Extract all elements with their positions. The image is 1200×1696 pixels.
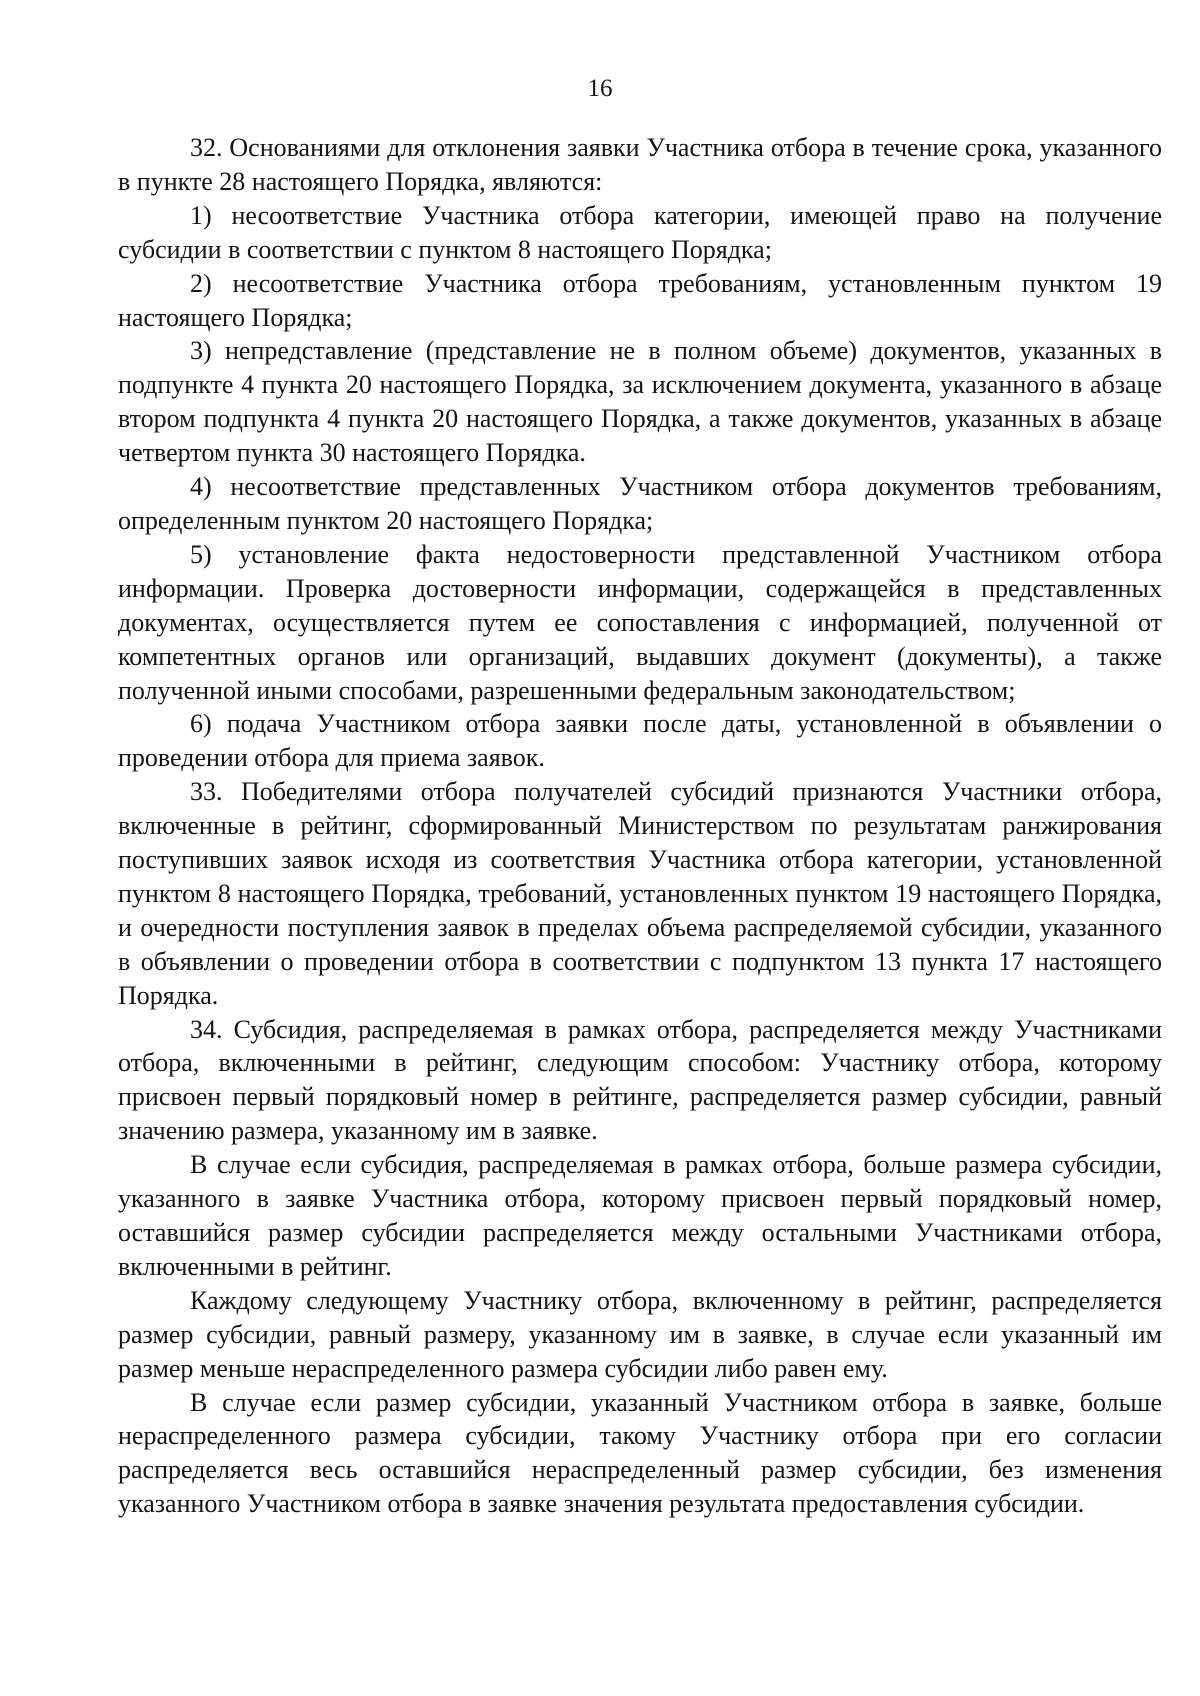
paragraph-32-item-5: 5) установление факта недостоверности представленной Участником отбора информации. Проверка достоверности информации, содержащейся в представленных документах, осуществляется путем ее сопоставления с информацией, полученной от компетентных органов или организаций, выдавших документ (документы), а также полученной иными способами, разрешенными федеральным законодательством; — [118, 539, 1162, 705]
paragraph-32-item-1: 1) несоответствие Участника отбора категории, имеющей право на получение субсидии в соответствии с пунктом 8 настоящего Порядка; — [118, 200, 1162, 264]
paragraph-34-clause-3: Каждому следующему Участнику отбора, включенному в рейтинг, распределяется размер субсидии, равный размеру, указанному им в заявке, в случае если указанный им размер меньше нераспределенного размера субсидии либо равен ему. — [118, 1285, 1162, 1383]
page-number: 16 — [587, 75, 613, 102]
paragraph-32: 32. Основаниями для отклонения заявки Участника отбора в течение срока, указанного в пункте 28 настоящего Порядка, являются: — [118, 133, 1162, 196]
paragraph-32-item-2: 2) несоответствие Участника отбора требованиям, установленным пунктом 19 настоящего Порядка; — [118, 268, 1162, 332]
paragraph-32-item-6: 6) подача Участником отбора заявки после даты, установленной в объявлении о проведении отбора для приема заявок. — [118, 709, 1162, 773]
document-body — [118, 131, 1162, 1521]
paragraph-32-item-3: 3) непредставление (представление не в полном объеме) документов, указанных в подпункте 4 пункта 20 настоящего Порядка, за исключением документа, указанного в абзаце втором подпункта 4 пункта 20 настоящего Порядка, а также документов, указанных в абзаце четвертом пункта 30 настоящего Порядка. — [118, 336, 1162, 468]
paragraph-34: 34. Субсидия, распределяемая в рамках отбора, распределяется между Участниками отбора, включенными в рейтинг, следующим способом: Участнику отбора, которому присвоен первый порядковый номер в рейтинге, распределяется размер субсидии, равный значению размера, указанному им в заявке. — [118, 1014, 1162, 1146]
paragraph-34-clause-2: В случае если субсидия, распределяемая в рамках отбора, больше размера субсидии, указанного в заявке Участника отбора, которому присвоен первый порядковый номер, оставшийся размер субсидии распределяется между остальными Участниками отбора, включенными в рейтинг. — [118, 1150, 1162, 1281]
paragraph-34-clause-4: В случае если размер субсидии, указанный Участником отбора в заявке, больше нераспределенного размера субсидии, такому Участнику отбора при его согласии распределяется весь оставшийся нераспределенный размер субсидии, без изменения указанного Участником отбора в заявке значения результата предоставления субсидии. — [118, 1387, 1162, 1519]
paragraph-33: 33. Победителями отбора получателей субсидий признаются Участники отбора, включенные в рейтинг, сформированный Министерством по результатам ранжирования поступивших заявок исходя из соответствия Участника отбора категории, установленной пунктом 8 настоящего Порядка, требований, установленных пунктом 19 настоящего Порядка, и очередности поступления заявок в пределах объема распределяемой субсидии, указанного в объявлении о проведении отбора в соответствии с подпунктом 13 пункта 17 настоящего Порядка. — [118, 777, 1162, 1010]
paragraph-32-item-4: 4) несоответствие представленных Участником отбора документов требованиям, определенным пунктом 20 настоящего Порядка; — [118, 472, 1162, 535]
